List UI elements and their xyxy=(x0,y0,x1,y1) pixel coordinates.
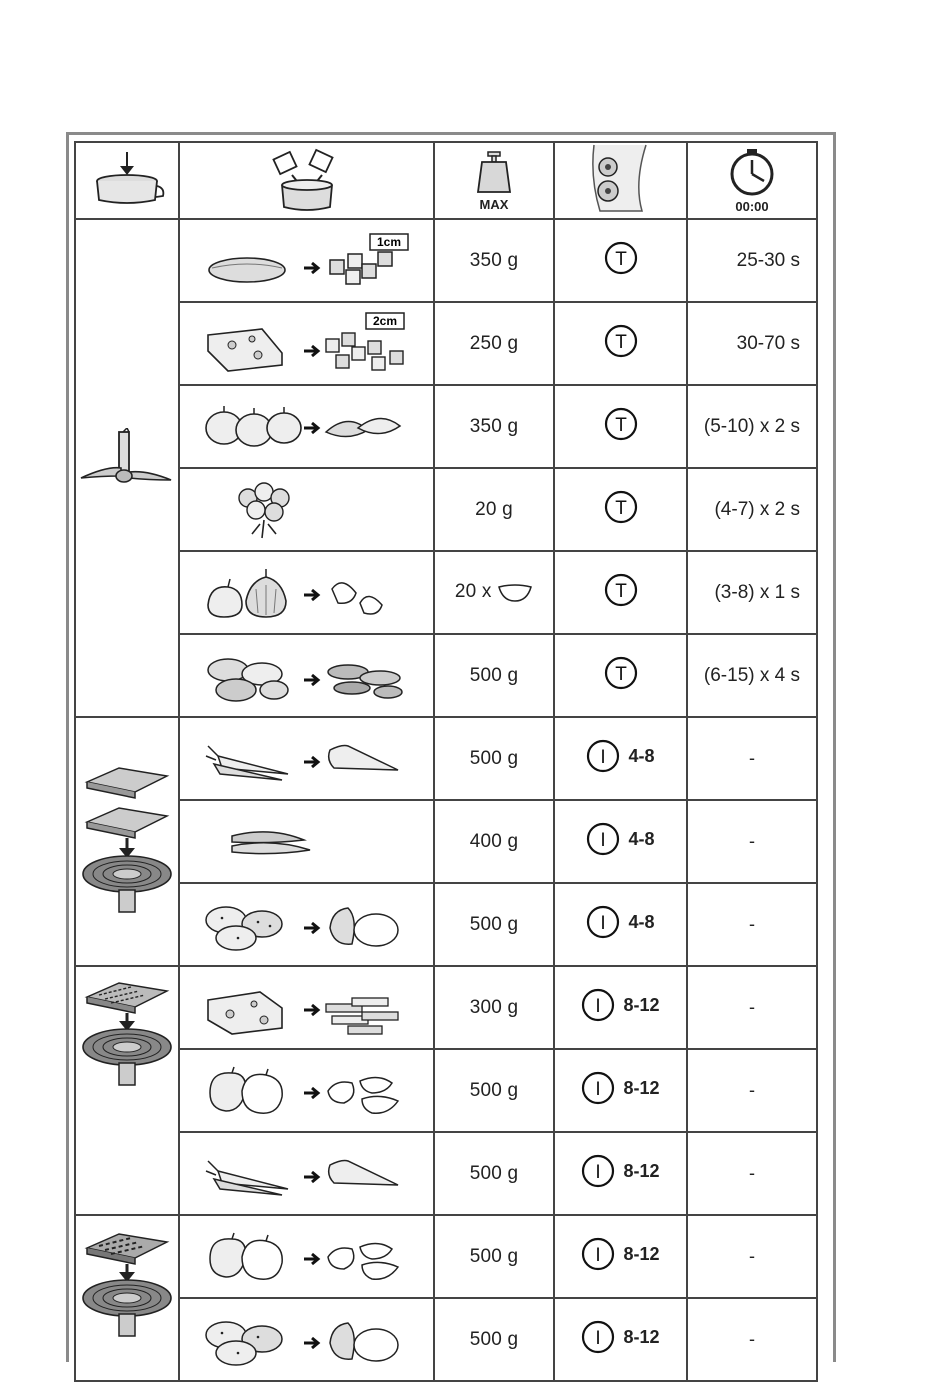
food-illustration xyxy=(179,219,434,302)
tool-chopping-blade-cell xyxy=(75,219,179,717)
mode-cell xyxy=(554,468,687,551)
header-weight-cell xyxy=(434,142,554,219)
turbo-mode-icon xyxy=(604,573,638,607)
food-illustration xyxy=(179,302,434,385)
quantity-cell: 20 g xyxy=(434,468,554,551)
mode-cell xyxy=(554,551,687,634)
table-row xyxy=(75,966,817,1049)
table-row xyxy=(75,1049,817,1132)
turbo-mode-icon xyxy=(604,324,638,358)
quantity-cell: 400 g xyxy=(434,800,554,883)
turbo-mode-icon xyxy=(604,656,638,690)
svg-text:T: T xyxy=(614,498,627,519)
speed-cell xyxy=(554,1049,687,1132)
svg-text:T: T xyxy=(614,332,627,353)
food-illustration xyxy=(179,1215,434,1298)
speed-cell xyxy=(554,1132,687,1215)
continuous-mode-icon xyxy=(586,822,620,856)
time-cell: 25-30 s xyxy=(687,219,817,302)
stopwatch-icon xyxy=(724,148,780,196)
quantity-cell: 350 g xyxy=(434,385,554,468)
food-illustration xyxy=(179,551,434,634)
time-cell: - xyxy=(687,800,817,883)
food-illustration xyxy=(179,717,434,800)
continuous-mode-icon xyxy=(586,905,620,939)
cheese-to-strips-icon xyxy=(202,978,412,1038)
food-illustration xyxy=(179,966,434,1049)
turbo-mode-icon xyxy=(604,407,638,441)
control-knob-icon xyxy=(586,143,656,213)
time-cell: - xyxy=(687,966,817,1049)
shredding-disc-icon xyxy=(79,977,175,1097)
header-timer-cell xyxy=(687,142,817,219)
speed-range: 4-8 xyxy=(628,745,655,766)
svg-text:I: I xyxy=(595,1328,602,1349)
table-row xyxy=(75,385,817,468)
svg-text:I: I xyxy=(595,996,602,1017)
svg-text:I: I xyxy=(600,913,607,934)
continuous-mode-icon xyxy=(581,1237,615,1271)
quantity-cell: 500 g xyxy=(434,634,554,717)
svg-text:I: I xyxy=(595,1245,602,1266)
quantity-cell: 500 g xyxy=(434,883,554,966)
speed-range: 8-12 xyxy=(623,994,660,1015)
food-illustration xyxy=(179,800,434,883)
quantity-cell: 300 g xyxy=(434,966,554,1049)
time-cell: - xyxy=(687,1049,817,1132)
size-tag: 1cm xyxy=(376,234,401,249)
continuous-mode-icon xyxy=(581,1320,615,1354)
grating-disc-icon xyxy=(79,1228,175,1348)
speed-range: 8-12 xyxy=(623,1077,660,1098)
bowl-lid-icon xyxy=(87,148,167,208)
garlic-to-cloves-icon xyxy=(202,565,412,621)
time-cell: (4-7) x 2 s xyxy=(687,468,817,551)
garlic-clove-icon xyxy=(497,581,533,603)
apples-to-pieces-icon xyxy=(202,1229,412,1285)
svg-text:T: T xyxy=(614,664,627,685)
processing-table xyxy=(74,141,818,1382)
speed-cell xyxy=(554,883,687,966)
table-row xyxy=(75,219,817,302)
time-cell: (6-15) x 4 s xyxy=(687,634,817,717)
table-row xyxy=(75,1215,817,1298)
speed-range: 8-12 xyxy=(623,1160,660,1181)
table-row xyxy=(75,551,817,634)
potatoes-to-slices-icon xyxy=(202,898,412,952)
table-row xyxy=(75,800,817,883)
quantity-text: 20 x xyxy=(454,581,492,603)
food-illustration xyxy=(179,1049,434,1132)
svg-text:T: T xyxy=(614,415,627,436)
table-row xyxy=(75,1132,817,1215)
quantity-cell: 500 g xyxy=(434,1132,554,1215)
food-illustration xyxy=(179,634,434,717)
food-illustration xyxy=(179,883,434,966)
timer-label: 00:00 xyxy=(735,198,769,214)
quantity-cell: 500 g xyxy=(434,1049,554,1132)
time-cell: - xyxy=(687,1215,817,1298)
quantity-cell: 350 g xyxy=(434,219,554,302)
speed-cell xyxy=(554,1298,687,1381)
time-cell: - xyxy=(687,717,817,800)
food-illustration xyxy=(179,468,434,551)
quantity-cell: 500 g xyxy=(434,1215,554,1298)
table-row xyxy=(75,468,817,551)
speed-range: 8-12 xyxy=(623,1326,660,1347)
speed-cell xyxy=(554,800,687,883)
svg-text:I: I xyxy=(600,830,607,851)
tool-shredding-disc-cell xyxy=(75,966,179,1215)
table-row xyxy=(75,717,817,800)
time-cell: (3-8) x 1 s xyxy=(687,551,817,634)
weight-max-label: MAX xyxy=(479,196,509,212)
carrots-to-slices-icon xyxy=(202,734,412,784)
food-illustration xyxy=(179,1132,434,1215)
mode-cell xyxy=(554,385,687,468)
turbo-mode-icon xyxy=(604,490,638,524)
mode-cell xyxy=(554,219,687,302)
turbo-mode-icon xyxy=(604,241,638,275)
mode-cell xyxy=(554,302,687,385)
table-row xyxy=(75,634,817,717)
potatoes-to-pieces-icon xyxy=(202,1313,412,1367)
svg-text:I: I xyxy=(595,1079,602,1100)
onions-to-chopped-icon xyxy=(202,402,412,452)
continuous-mode-icon xyxy=(586,739,620,773)
speed-cell xyxy=(554,1215,687,1298)
time-cell: 30-70 s xyxy=(687,302,817,385)
quantity-cell: 500 g xyxy=(434,1298,554,1381)
apples-to-pieces-icon xyxy=(202,1063,412,1119)
continuous-mode-icon xyxy=(581,1071,615,1105)
slicing-disc-icon xyxy=(79,762,175,922)
quantity-cell xyxy=(434,551,554,634)
speed-range: 4-8 xyxy=(628,828,655,849)
table-header-row xyxy=(75,142,817,219)
header-bowl-cell xyxy=(75,142,179,219)
size-tag: 2cm xyxy=(372,313,397,328)
speed-range: 8-12 xyxy=(623,1243,660,1264)
add-ingredients-icon xyxy=(262,145,352,211)
time-cell: - xyxy=(687,1298,817,1381)
cheese-to-cubes-icon xyxy=(202,311,412,377)
time-cell: - xyxy=(687,883,817,966)
svg-text:T: T xyxy=(614,581,627,602)
table-row xyxy=(75,883,817,966)
chopping-blade-icon xyxy=(77,428,177,508)
weight-icon xyxy=(474,150,514,194)
continuous-mode-icon xyxy=(581,988,615,1022)
speed-range: 4-8 xyxy=(628,911,655,932)
meat-to-cubes-icon xyxy=(202,230,412,292)
parsley-icon xyxy=(202,480,412,540)
food-illustration xyxy=(179,385,434,468)
table-row xyxy=(75,1298,817,1381)
header-control-cell xyxy=(554,142,687,219)
cucumbers-icon xyxy=(202,822,412,862)
continuous-mode-icon xyxy=(581,1154,615,1188)
table-row xyxy=(75,302,817,385)
svg-text:I: I xyxy=(600,747,607,768)
carrots-to-strips-icon xyxy=(202,1149,412,1199)
mode-cell xyxy=(554,634,687,717)
speed-cell xyxy=(554,717,687,800)
tool-grating-disc-cell xyxy=(75,1215,179,1381)
almonds-to-chopped-icon xyxy=(202,648,412,704)
svg-text:T: T xyxy=(614,249,627,270)
svg-text:I: I xyxy=(595,1162,602,1183)
header-ingredients-cell xyxy=(179,142,434,219)
time-cell: - xyxy=(687,1132,817,1215)
quantity-cell: 500 g xyxy=(434,717,554,800)
time-cell: (5-10) x 2 s xyxy=(687,385,817,468)
tool-slicing-disc-cell xyxy=(75,717,179,966)
food-illustration xyxy=(179,1298,434,1381)
quantity-cell: 250 g xyxy=(434,302,554,385)
speed-cell xyxy=(554,966,687,1049)
